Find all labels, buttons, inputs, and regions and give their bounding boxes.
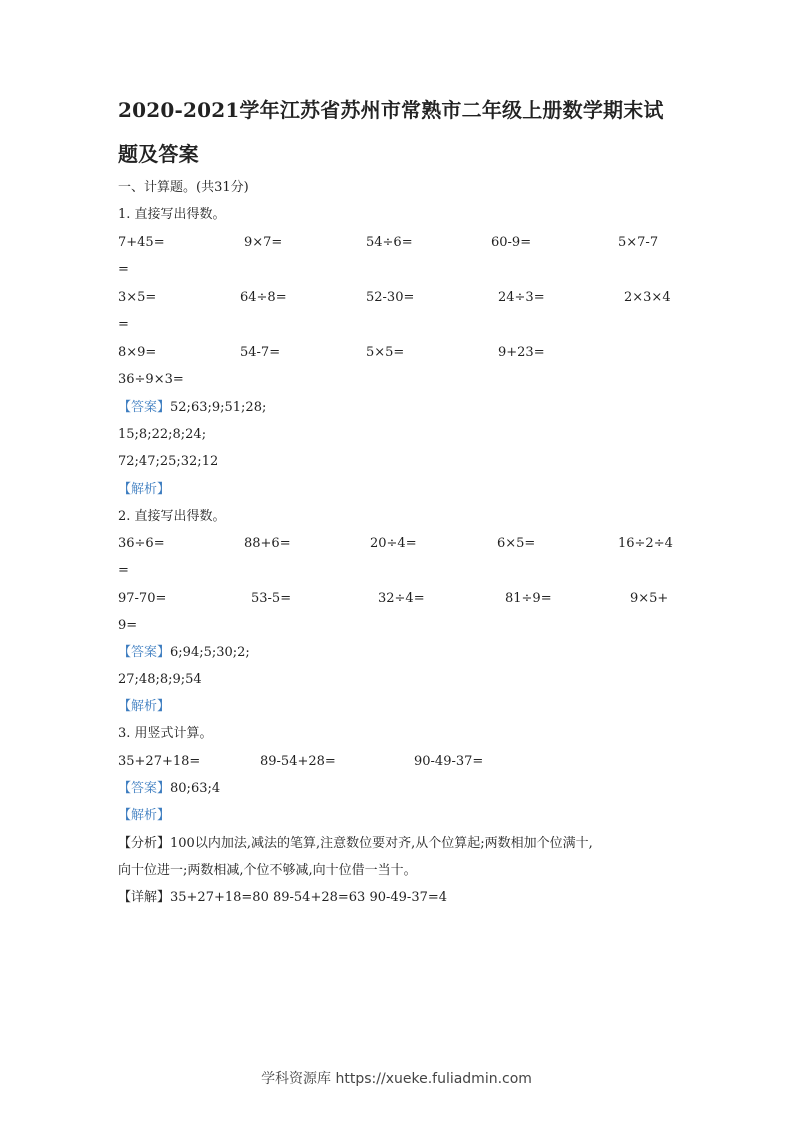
answer-tag: 【答案】 [118, 781, 171, 796]
q1-row3-item: 5×5= [366, 345, 405, 360]
q1-row2-item: 2×3×4 [624, 290, 671, 305]
q1-heading: 1. 直接写出得数。 [118, 207, 226, 222]
answer-text: 6;94;5;30;2; [170, 645, 250, 660]
q2-row1-item: 88+6= [244, 536, 291, 551]
document-title-line2: 题及答案 [118, 142, 199, 166]
q2-row2-item: 81÷9= [505, 591, 552, 606]
q1-row1-item: 54÷6= [366, 235, 413, 250]
q3-row1-item: 35+27+18= [118, 754, 201, 769]
q3-fenxi-line2: 向十位进一;两数相减,个位不够减,向十位借一当十。 [118, 863, 417, 878]
q1-row3-item: 54-7= [240, 345, 281, 360]
q1-row1-wrap: = [118, 262, 129, 277]
document-title-line1: 2020-2021学年江苏省苏州市常熟市二年级上册数学期末试 [118, 98, 664, 122]
q1-row2-item: 3×5= [118, 290, 157, 305]
q1-row4: 36÷9×3= [118, 372, 184, 387]
q3-xiangjie: 【详解】35+27+18=80 89-54+28=63 90-49-37=4 [118, 890, 448, 905]
q2-answer-line2: 27;48;8;9;54 [118, 672, 202, 687]
answer-tag: 【答案】 [118, 645, 171, 660]
q2-answer-line1 [118, 639, 678, 666]
section1-heading: 一、计算题。(共31分) [118, 180, 249, 195]
answer-text: 52;63;9;51;28; [170, 400, 267, 415]
q1-row2 [118, 284, 678, 311]
q1-row2-wrap: = [118, 317, 129, 332]
q1-row1-item: 60-9= [491, 235, 532, 250]
q2-row2-item: 32÷4= [378, 591, 425, 606]
q1-row2-item: 24÷3= [498, 290, 545, 305]
q1-answer-line3: 72;47;25;32;12 [118, 454, 219, 469]
q3-heading: 3. 用竖式计算。 [118, 726, 213, 741]
q1-row3 [118, 339, 678, 366]
q2-row2 [118, 585, 678, 612]
q1-row2-item: 52-30= [366, 290, 415, 305]
q2-row2-item: 9×5+ [630, 591, 669, 606]
q2-row1-item: 36÷6= [118, 536, 165, 551]
q2-row1 [118, 530, 678, 557]
q1-row3-item: 8×9= [118, 345, 157, 360]
q2-row1-item: 20÷4= [370, 536, 417, 551]
q1-analysis-tag: 【解析】 [118, 482, 171, 497]
q1-row3-item: 9+23= [498, 345, 545, 360]
q2-heading: 2. 直接写出得数。 [118, 509, 226, 524]
q1-row1-item: 7+45= [118, 235, 165, 250]
q2-row1-wrap: = [118, 563, 129, 578]
q1-row1-item: 5×7-7 [618, 235, 659, 250]
q2-row2-wrap: 9= [118, 618, 138, 633]
answer-tag: 【答案】 [118, 400, 171, 415]
q1-row2-item: 64÷8= [240, 290, 287, 305]
q2-row1-item: 16÷2÷4 [618, 536, 673, 551]
answer-text: 80;63;4 [170, 781, 221, 796]
q3-row1 [118, 748, 678, 775]
q1-row1 [118, 229, 678, 256]
q1-answer-line2: 15;8;22;8;24; [118, 427, 207, 442]
q3-row1-item: 90-49-37= [414, 754, 484, 769]
q1-row1-item: 9×7= [244, 235, 283, 250]
q2-row2-item: 53-5= [251, 591, 292, 606]
q2-analysis-tag: 【解析】 [118, 699, 171, 714]
q3-row1-item: 89-54+28= [260, 754, 336, 769]
q1-answer-line1 [118, 394, 678, 421]
q3-analysis-tag: 【解析】 [118, 808, 171, 823]
q3-answer-line1 [118, 775, 678, 802]
q2-row2-item: 97-70= [118, 591, 167, 606]
footer-watermark: 学科资源库 https://xueke.fuliadmin.com [261, 1071, 532, 1087]
q3-fenxi-line1: 【分析】100以内加法,减法的笔算,注意数位要对齐,从个位算起;两数相加个位满十, [118, 836, 593, 851]
q2-row1-item: 6×5= [497, 536, 536, 551]
